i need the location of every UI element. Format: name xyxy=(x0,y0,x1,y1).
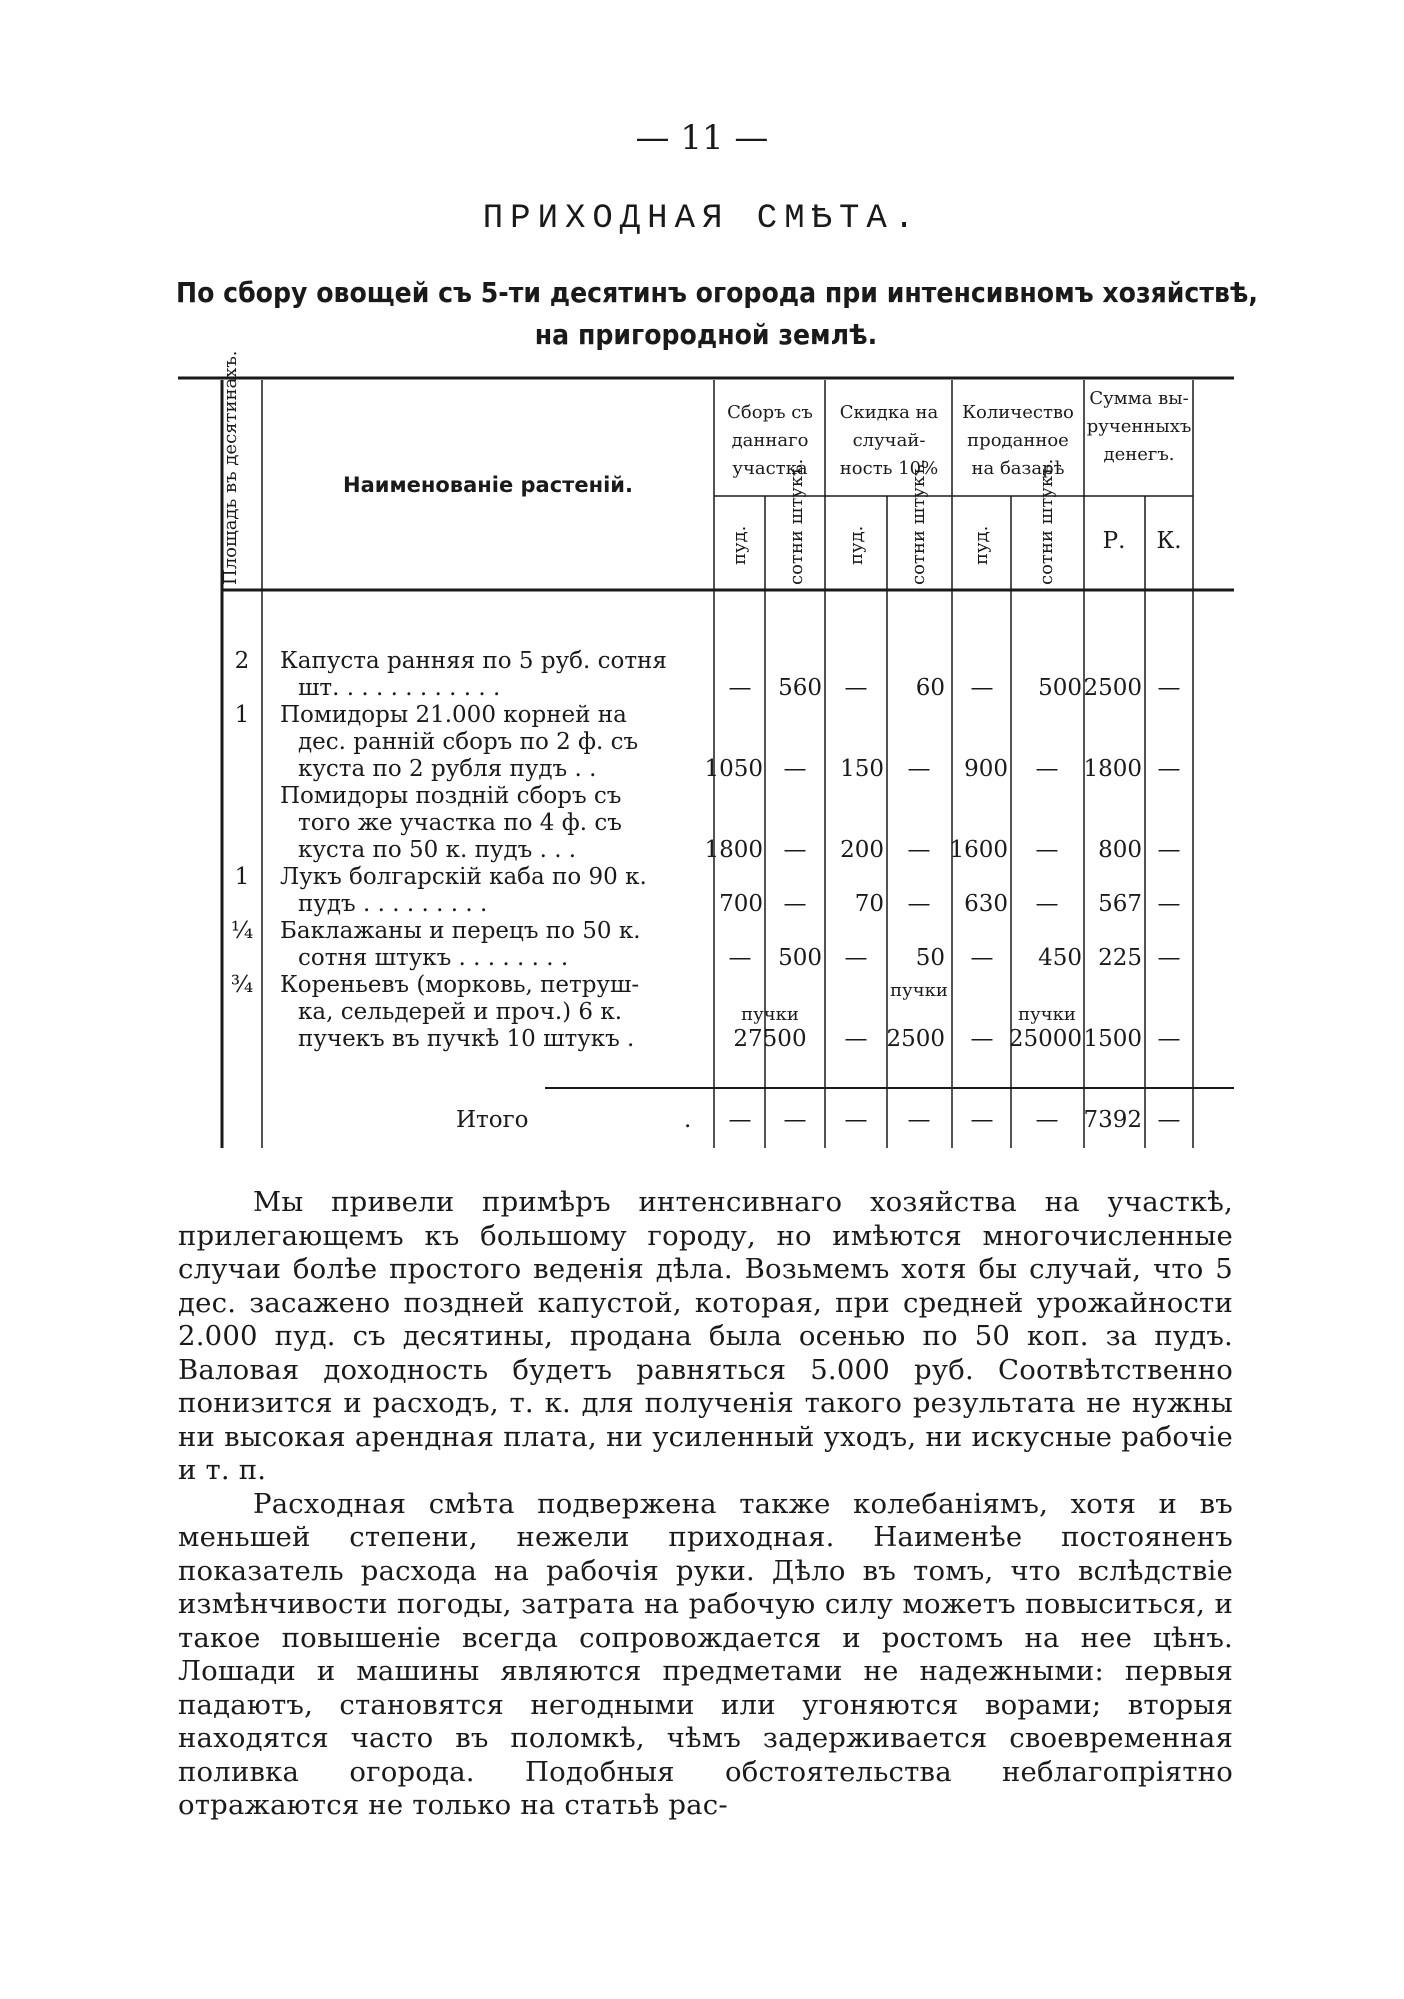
cell-sold-hundreds: 25000 xyxy=(1008,1026,1082,1052)
cell-rub: 1800 xyxy=(1083,756,1142,782)
header-sold: Количество xyxy=(962,402,1074,423)
subheader-pud: пуд. xyxy=(971,525,992,565)
header-discount: Скидка на xyxy=(839,402,939,423)
total-harvest-hundreds: — xyxy=(783,1107,807,1133)
header-discount: ность 10% xyxy=(839,458,939,479)
header-revenue: денегъ. xyxy=(1103,444,1175,465)
row-area: ¾ xyxy=(230,972,254,998)
row-name: Помидоры 21.000 корней на xyxy=(280,702,627,728)
page-number: — 11 — xyxy=(635,118,769,158)
header-harvest: участка xyxy=(732,458,808,479)
row-name: шт. . . . . . . . . . . . xyxy=(298,675,501,701)
row-name: Баклажаны и перецъ по 50 к. xyxy=(280,918,641,944)
cell-kop: — xyxy=(1157,756,1181,782)
row-name: сотня штукъ . . . . . . . . xyxy=(298,945,569,971)
cell-sold-hundreds: 450 xyxy=(1038,945,1082,971)
cell-discount-pud: 200 xyxy=(840,837,884,863)
cell-discount-hundreds: — xyxy=(907,891,931,917)
cell-discount-hundreds: 2500 xyxy=(886,1026,945,1052)
cell-sold-pud: — xyxy=(970,675,994,701)
total-kop: — xyxy=(1157,1107,1181,1133)
paragraph: Мы привели примѣръ интенсивнаго хозяйства на участкѣ, прилегающемъ къ большому городу, но имѣются многочисленные случаи болѣе простого веденія дѣла. Возьмемъ хотя бы случай, что 5 дес. засажено поздней капустой, которая, при средней урожайности 2.000 пуд. съ десятины, продана была осенью по 50 коп. за пудъ. Валовая доходность будетъ равняться 5.000 руб. Соотвѣтственно понизится и расходъ, т. к. для полученія такого результата не нужны ни высокая арендная плата, ни усиленный уходъ, ни искусные рабочіе и т. п. xyxy=(178,1186,1233,1486)
cell-harvest-hundreds: 560 xyxy=(778,675,822,701)
cell-harvest-hundreds: — xyxy=(783,756,807,782)
cell-harvest-pud: 1050 xyxy=(704,756,763,782)
cell-discount-pud: — xyxy=(844,675,868,701)
cell-discount-hundreds: — xyxy=(907,756,931,782)
cell-rub: 1500 xyxy=(1083,1026,1142,1052)
row-area: 1 xyxy=(234,702,250,728)
cell-rub: 225 xyxy=(1098,945,1142,971)
cell-harvest-value: 27500 xyxy=(733,1026,807,1052)
cell-harvest-pud: — xyxy=(728,945,752,971)
subheader-hundreds: сотни штукъ. xyxy=(908,458,929,585)
cell-discount-pud: — xyxy=(844,945,868,971)
row-name: Кореньевъ (морковь, петруш- xyxy=(280,972,640,998)
row-name: пучекъ въ пучкѣ 10 штукъ . xyxy=(298,1026,635,1052)
total-discount-pud: — xyxy=(844,1107,868,1133)
cell-sold-pud: 900 xyxy=(964,756,1008,782)
cell-harvest-hundreds: — xyxy=(783,891,807,917)
header-sold: на базарѣ xyxy=(971,458,1065,479)
subheader-pud: пуд. xyxy=(846,525,867,565)
header-discount: случай- xyxy=(852,430,926,451)
cell-sold-pud: — xyxy=(970,945,994,971)
row-name: куста по 2 рубля пудъ . . xyxy=(298,756,597,782)
cell-sold-hundreds: 500 xyxy=(1038,675,1082,701)
total-dot: . xyxy=(684,1107,692,1133)
cell-discount-hundreds: — xyxy=(907,837,931,863)
row-area: ¼ xyxy=(230,918,254,944)
row-name: ка, сельдерей и проч.) 6 к. xyxy=(298,999,623,1025)
subtitle-line: По сбору овощей съ 5-ти десятинъ огорода при интенсивномъ хозяйствѣ, xyxy=(176,276,1258,309)
body-text xyxy=(178,1186,1233,1823)
cell-discount-pud: 150 xyxy=(840,756,884,782)
total-harvest-pud: — xyxy=(728,1107,752,1133)
page-title: ПРИХОДНАЯ СМѢТА. xyxy=(482,200,922,238)
header-area: Площадь въ десятинахъ. xyxy=(220,350,241,585)
cell-kop: — xyxy=(1157,837,1181,863)
cell-harvest-pud: — xyxy=(728,675,752,701)
cell-harvest-label: пучки xyxy=(741,1004,799,1025)
cell-discount-pud: 70 xyxy=(854,891,884,917)
header-harvest: Сборъ съ xyxy=(727,402,813,423)
total-discount-hundreds: — xyxy=(907,1107,931,1133)
cell-sold-pud: 1600 xyxy=(949,837,1008,863)
row-name: того же участка по 4 ф. съ xyxy=(298,810,622,836)
row-name: куста по 50 к. пудъ . . . xyxy=(298,837,577,863)
row-name: Лукъ болгарскій каба по 90 к. xyxy=(280,864,647,890)
row-name: пудъ . . . . . . . . . xyxy=(298,891,488,917)
cell-discount-hundreds: 50 xyxy=(915,945,945,971)
subheader-pud: пуд. xyxy=(729,525,750,565)
subheader-hundreds: сотни штукъ. xyxy=(1036,458,1057,585)
cell-kop: — xyxy=(1157,1026,1181,1052)
total-sold-hundreds: — xyxy=(1035,1107,1059,1133)
subheader-hundreds: сотни штукъ. xyxy=(786,458,807,585)
header-harvest: даннаго xyxy=(731,430,809,451)
row-name: Помидоры поздній сборъ съ xyxy=(280,783,622,809)
cell-sold-hundreds: — xyxy=(1035,891,1059,917)
cell-sold-label: пучки xyxy=(1018,1004,1076,1025)
cell-kop: — xyxy=(1157,675,1181,701)
cell-rub: 567 xyxy=(1098,891,1142,917)
cell-harvest-pud: 1800 xyxy=(704,837,763,863)
subtitle-line: на пригородной землѣ. xyxy=(534,318,878,351)
cell-rub: 2500 xyxy=(1083,675,1142,701)
total-sold-pud: — xyxy=(970,1107,994,1133)
cell-kop: — xyxy=(1157,945,1181,971)
cell-sold-pud: 630 xyxy=(964,891,1008,917)
cell-discount-hundreds: 60 xyxy=(915,675,945,701)
cell-harvest-hundreds: 500 xyxy=(778,945,822,971)
cell-discount-pud: — xyxy=(844,1026,868,1052)
header-revenue: Сумма вы- xyxy=(1089,388,1189,409)
cell-sold-hundreds: — xyxy=(1035,756,1059,782)
cell-kop: — xyxy=(1157,891,1181,917)
total-label: Итого xyxy=(456,1107,529,1133)
header-revenue: рученныхъ xyxy=(1086,416,1192,437)
paragraph: Расходная смѣта подвержена также колебаніямъ, хотя и въ меньшей степени, нежели приходная. Наименѣе постояненъ показатель расхода на рабочія руки. Дѣло въ томъ, что вслѣдствіе измѣнчивости погоды, затрата на рабочую силу можетъ повыситься, и такое повышеніе всегда сопровождается и ростомъ на нее цѣнъ. Лошади и машины являются предметами не надежными: первыя падаютъ, становятся негодными или угоняются ворами; вторыя находятся часто въ поломкѣ, чѣмъ задерживается своевременная поливка огорода. Подобныя обстоятельства неблагопріятно отражаются не только на статьѣ рас- xyxy=(178,1487,1233,1821)
cell-rub: 800 xyxy=(1098,837,1142,863)
cell-harvest-hundreds: — xyxy=(783,837,807,863)
cell-discount-label: пучки xyxy=(890,980,948,1001)
subheader-rub: Р. xyxy=(1102,528,1126,554)
row-name: Капуста ранняя по 5 руб. сотня xyxy=(280,648,667,674)
cell-sold-pud: — xyxy=(970,1026,994,1052)
subheader-kop: К. xyxy=(1156,528,1182,554)
cell-harvest-pud: 700 xyxy=(719,891,763,917)
row-area: 2 xyxy=(234,648,250,674)
header-sold: проданное xyxy=(967,430,1069,451)
header-name: Наименованіе растеній. xyxy=(343,473,633,497)
total-rub: 7392 xyxy=(1083,1107,1142,1133)
row-area: 1 xyxy=(234,864,250,890)
cell-sold-hundreds: — xyxy=(1035,837,1059,863)
row-name: дес. ранній сборъ по 2 ф. съ xyxy=(298,729,639,755)
